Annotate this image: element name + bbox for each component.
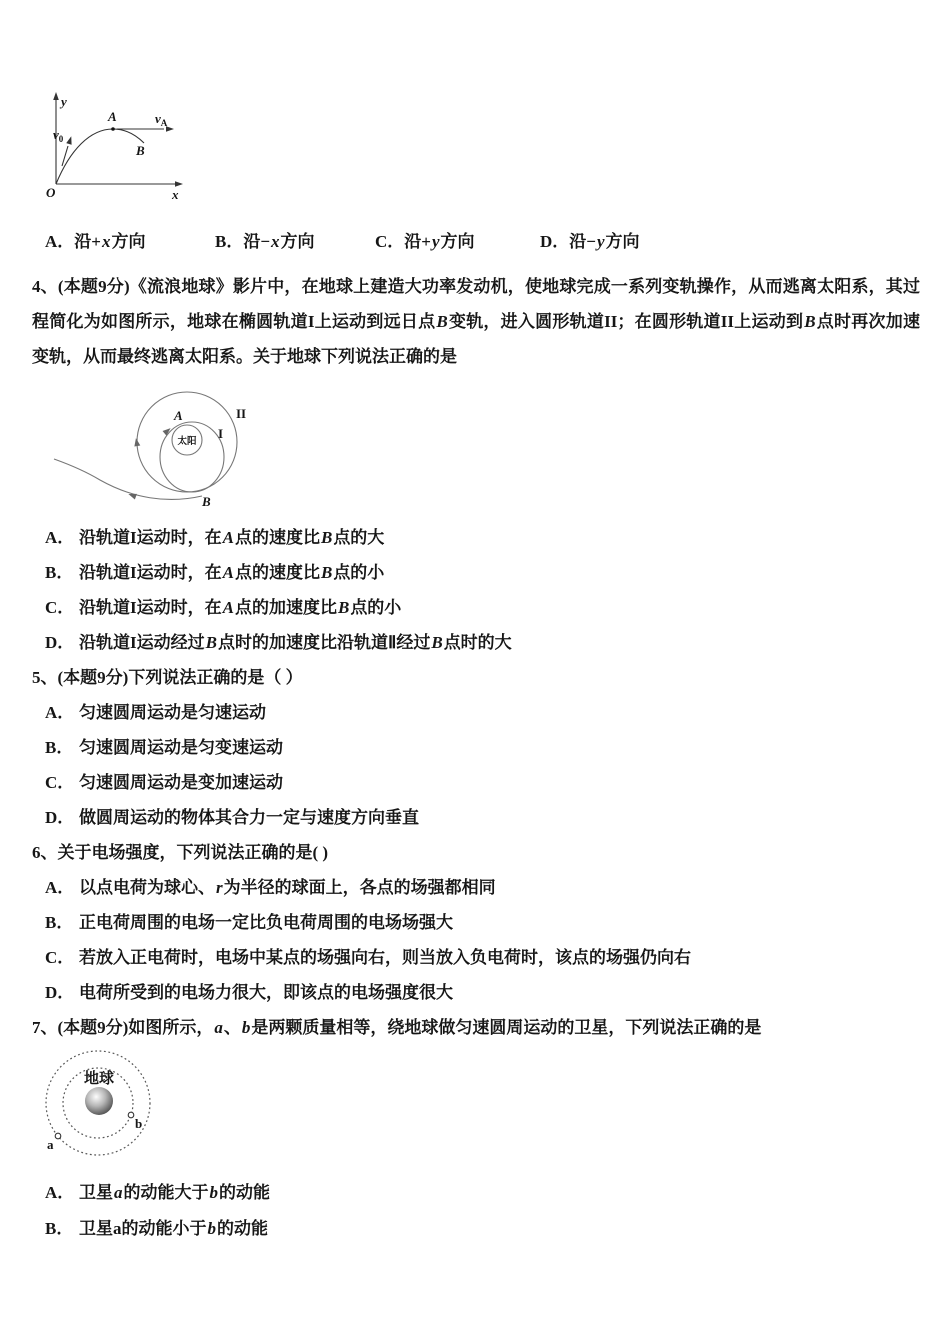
option-letter: B． [45,563,74,582]
option-letter: B． [45,738,74,757]
x-axis-arrowhead [175,181,183,187]
option-letter: B． [45,913,74,932]
q4-option-a [45,520,920,555]
x-axis-label: x [172,187,179,202]
v0-label: v0 [53,127,64,144]
earth-sphere [85,1087,113,1115]
point-b-label: B [202,494,211,509]
q5-option-c [45,765,920,800]
q4-option-d [45,625,920,660]
option-text: 匀速圆周运动是匀变速运动 [79,738,283,757]
satellite-a-dot [55,1133,61,1139]
option-letter: D． [45,808,75,827]
q6-option-d [45,975,920,1010]
q4-stem: 4、(本题9分)《流浪地球》影片中，在地球上建造大功率发动机，使地球完成一系列变轨操作，从而逃离太阳系，其过程简化为如图所示，地球在椭圆轨道I上运动到远日点B变轨，进入圆形轨道II；在圆形轨道II上运动到B点时再次加速变轨，从而最终逃离太阳系。关于地球下列说法正确的是 [32,277,920,366]
option-text: 做圆周运动的物体其合力一定与速度方向垂直 [79,808,419,827]
satellite-orbits-diagram [38,1049,173,1169]
satellite-b-dot [128,1112,134,1118]
q6-stem: 6、关于电场强度，下列说法正确的是( ) [32,843,329,862]
earth-label: 地球 [83,1071,115,1087]
option-text: 以点电荷为球心、r为半径的球面上，各点的场强都相同 [79,878,496,897]
satellite-b-label: b [135,1116,143,1131]
q6-option-b [45,905,920,940]
q3-option-d [540,224,640,259]
projectile-trajectory-diagram [45,92,185,210]
option-letter: A． [45,528,75,547]
sun-label: 太阳 [177,437,197,447]
q3-option-a [45,224,215,259]
option-letter: D． [45,633,75,652]
option-letter: A． [45,232,75,251]
option-text: 沿+y方向 [404,232,475,251]
q7-option-b [45,1211,920,1247]
q3-options-row [45,224,920,259]
velocity-0-arrowhead [66,135,74,144]
option-text: 卫星a的动能小于b的动能 [79,1219,268,1238]
trajectory-curve [56,129,144,184]
option-text: 沿轨道I运动时，在A点的加速度比B点的小 [79,598,402,617]
option-letter: D． [45,983,75,1002]
y-axis-label: y [61,94,67,109]
option-letter: A． [45,878,75,897]
option-letter: B． [215,232,244,251]
q4-option-c [45,590,920,625]
orbit-ii-label: II [236,406,247,421]
q5-option-d [45,800,920,835]
satellite-a-label: a [47,1137,54,1152]
option-letter: C． [45,598,75,617]
q5-option-b [45,730,920,765]
q4-option-b [45,555,920,590]
option-letter: C． [375,232,405,251]
q7-option-a [45,1175,920,1211]
option-text: 卫星a的动能大于b的动能 [79,1183,270,1202]
option-text: 沿−x方向 [243,232,315,251]
q7-stem: 7、(本题9分)如图所示，a、b是两颗质量相等，绕地球做匀速圆周运动的卫星，下列说法正确的是 [32,1018,762,1037]
orbit-i-ellipse [160,422,224,492]
point-a-label: A [174,408,183,423]
q3-option-c [375,224,540,259]
va-label: vA [155,111,168,128]
option-text: 正电荷周围的电场一定比负电荷周围的电场场强大 [79,913,453,932]
point-a-label: A [108,109,117,124]
y-axis-arrowhead [53,92,59,100]
option-text: 电荷所受到的电场力很大，即该点的电场强度很大 [79,983,453,1002]
option-text: 沿轨道I运动经过B点时的加速度比沿轨道Ⅱ经过B点时的大 [79,633,512,652]
q6-option-c [45,940,920,975]
option-text: 匀速圆周运动是变加速运动 [79,773,283,792]
q3-option-b [215,224,375,259]
option-letter: C． [45,773,75,792]
option-letter: A． [45,1183,75,1202]
option-text: 沿轨道I运动时，在A点的速度比B点的大 [79,528,385,547]
orbit-i-label: I [218,426,224,441]
option-text: 沿+x方向 [74,232,146,251]
option-letter: B． [45,1219,74,1238]
point-a-dot [111,127,115,131]
q6-option-a [45,870,920,905]
option-text: 沿−y方向 [569,232,640,251]
velocity-0-vector [62,146,68,166]
escape-trajectory-curve [54,459,202,499]
origin-label: O [46,185,56,200]
q5-option-a [45,695,920,730]
option-text: 沿轨道I运动时，在A点的速度比B点的小 [79,563,385,582]
q5-stem: 5、(本题9分)下列说法正确的是（ ） [32,668,303,687]
option-letter: A． [45,703,75,722]
option-text: 匀速圆周运动是匀速运动 [79,703,266,722]
option-letter: D． [540,232,570,251]
orbit-transfer-diagram [52,380,272,518]
option-letter: C． [45,948,75,967]
option-text: 若放入正电荷时，电场中某点的场强向右，则当放入负电荷时，该点的场强仍向右 [79,948,691,967]
point-b-label: B [136,143,145,158]
